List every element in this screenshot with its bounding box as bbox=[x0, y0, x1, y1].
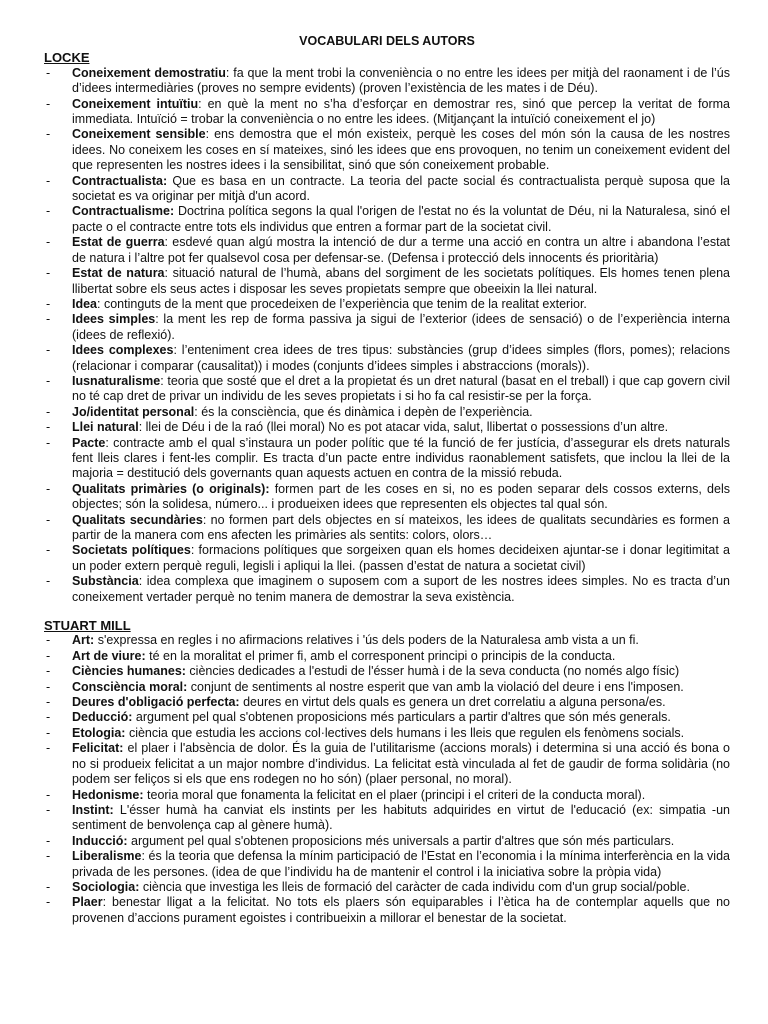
section-heading: STUART MILL bbox=[44, 618, 131, 634]
term-definition: : l’enteniment crea idees de tres tipus: substàncies (grup d’idees simples (flors, pomes); relacions (relacionar i comparar (causalitat)) i modes (conjunts d’idees simples i abstraccions (morals)). bbox=[72, 343, 730, 373]
section-heading: LOCKE bbox=[44, 50, 90, 66]
term-entry bbox=[44, 97, 730, 128]
term-definition: : contracte amb el qual s’instaura un poder polític que té la funció de fer justícia, d’assegurar els drets naturals fent lleis clares i fent-les complir. Es tracta d’un pacte entre individus raonablement satisfets, que inclou la llei de la majoria = destitució dels governants quan aquests actuen en contra de la missió rebuda. bbox=[72, 435, 730, 481]
term-entry bbox=[44, 664, 730, 679]
term-definition: : situació natural de l’humà, abans del sorgiment de les societats polítiques. Els homes tenen plena llibertat sobre els seus actes i disposar les seves propietats sempre que obeeixin la llei natural. bbox=[72, 266, 730, 296]
list-dash: - bbox=[46, 849, 51, 864]
term-definition: : teoria que sosté que el dret a la propietat és un dret natural (basat en el treball) i que cap govern civil no té cap dret de privar un individu de les seves propietats i si ho fa cal resistir-se per la força. bbox=[72, 373, 730, 404]
term-definition: el plaer i l'absència de dolor. És la guia de l’utilitarisme (accions morals) i determina si una acció és bona o no si produeix felicitat a un major nombre d’individus. La felicitat està vinculada al fet de gaudir de forma solidària (no podem ser feliços si els que ens rodegen no ho són) (plaer personal, no moral). bbox=[72, 741, 730, 787]
list-dash: - bbox=[46, 741, 51, 756]
term-entry bbox=[44, 436, 730, 482]
list-dash: - bbox=[46, 833, 51, 848]
term-name: Qualitats primàries (o originals): bbox=[72, 481, 270, 496]
term-list bbox=[44, 633, 730, 926]
term-definition: : fa que la ment trobi la conveniència o no entre les idees per mitjà del raonament i de l’ús d’idees intermediàries (proves no sempre evidents) (proven l’existència de les mates i de Déu). bbox=[72, 65, 730, 96]
list-dash: - bbox=[46, 664, 51, 679]
term-name: Contractualista: bbox=[72, 173, 168, 188]
term-entry bbox=[44, 710, 730, 725]
term-name: Qualitats secundàries bbox=[72, 512, 203, 527]
list-dash: - bbox=[46, 373, 51, 388]
term-entry bbox=[44, 849, 730, 880]
term-entry bbox=[44, 127, 730, 173]
term-definition: : esdevé quan algú mostra la intenció de dur a terme una acció en contra un altre i abandona l’estat de natura i l’altre pot fer qualsevol cosa per defensar-se. (Defensa i protecció dels innocents és prioritària) bbox=[72, 235, 730, 265]
term-entry bbox=[44, 235, 730, 266]
list-dash: - bbox=[46, 879, 51, 894]
term-definition: deures en virtut dels quals es genera un dret correlatiu a alguna persona/es. bbox=[239, 695, 666, 710]
term-name: Instint: bbox=[72, 802, 114, 817]
list-dash: - bbox=[46, 895, 51, 910]
term-name: Deducció: bbox=[72, 710, 133, 725]
term-name: Coneixement demostratiu bbox=[72, 65, 226, 80]
term-definition: argument pel qual s'obtenen proposicions més particulars a partir d'altres que són més generals. bbox=[132, 710, 671, 725]
term-entry bbox=[44, 66, 730, 97]
list-dash: - bbox=[46, 312, 51, 327]
sections-container bbox=[44, 50, 730, 926]
term-name: Hedonisme: bbox=[72, 787, 144, 802]
term-definition: ciències dedicades a l'estudi de l'ésser humà i de la seva conducta (no només algo físic) bbox=[185, 664, 680, 679]
list-dash: - bbox=[46, 343, 51, 358]
term-entry bbox=[44, 343, 730, 374]
term-list bbox=[44, 66, 730, 605]
term-name: Pacte bbox=[72, 435, 106, 450]
term-entry bbox=[44, 266, 730, 297]
term-entry bbox=[44, 543, 730, 574]
term-entry bbox=[44, 312, 730, 343]
term-name: Idees simples bbox=[72, 312, 156, 327]
list-dash: - bbox=[46, 633, 51, 648]
term-name: Etologia: bbox=[72, 725, 126, 740]
term-name: Idees complexes bbox=[72, 343, 174, 358]
list-dash: - bbox=[46, 96, 51, 111]
term-entry bbox=[44, 726, 730, 741]
term-definition: ciència que estudia les accions col·lectives dels humans i les lleis que regulen els fenòmens socials. bbox=[125, 725, 685, 740]
term-entry bbox=[44, 405, 730, 420]
list-dash: - bbox=[46, 695, 51, 710]
term-definition: formen part de les coses en si, no es poden separar dels cossos externs, dels objectes; són la solidesa, número... i produeixen idees que representen els objectes tal qual són. bbox=[72, 481, 730, 512]
list-dash: - bbox=[46, 65, 51, 80]
term-definition: : no formen part dels objectes en sí mateixos, les idees de qualitats secundàries es formen a partir de la manera com ens afecten les primàries als sentits: colors, olors… bbox=[72, 512, 730, 542]
term-entry bbox=[44, 482, 730, 513]
term-definition: Doctrina política segons la qual l'origen de l'estat no és la voluntat de Déu, ni la Naturalesa, sinó el pacte o el contracte entre tots els individus que entren a formar part de la societat civil. bbox=[72, 204, 730, 234]
term-definition: : continguts de la ment que procedeixen de l’experiència que tenim de la realitat exterior. bbox=[97, 296, 587, 311]
list-dash: - bbox=[46, 574, 51, 589]
term-definition: : és la teoria que defensa la mínim participació de l’Estat en l’economia i la mínima interferència en la vida privada de les persones. (idea de que l’individu ha de mantenir el control i la iniciativa sobre la pròpia vida) bbox=[72, 849, 730, 879]
term-entry bbox=[44, 880, 730, 895]
list-dash: - bbox=[46, 787, 51, 802]
list-dash: - bbox=[46, 204, 51, 219]
term-entry bbox=[44, 788, 730, 803]
term-entry bbox=[44, 204, 730, 235]
term-definition: té en la moralitat el primer fi, amb el corresponent principi o principis de la conducta. bbox=[145, 648, 616, 663]
list-dash: - bbox=[46, 543, 51, 558]
term-definition: Que es basa en un contracte. La teoria del pacte social és contractualista perquè suposa que la societat es va originar per mitjà d'un acord. bbox=[72, 173, 730, 204]
list-dash: - bbox=[46, 420, 51, 435]
term-definition: : en què la ment no s’ha d’esforçar en demostrar res, sinó que percep la veritat de forma immediata. Intuïció = trobar la conveniència o no entre les idees. (Mitjançant la intuïció coneixement el jo) bbox=[72, 96, 730, 127]
term-definition: : la ment les rep de forma passiva ja sigui de l’exterior (idees de sensació) o de l’experiència interna (idees de reflexió). bbox=[72, 312, 730, 342]
list-dash: - bbox=[46, 435, 51, 450]
term-definition: : és la consciència, que és dinàmica i depèn de l’experiència. bbox=[194, 404, 533, 419]
term-name: Liberalisme bbox=[72, 849, 142, 864]
term-name: Idea bbox=[72, 296, 98, 311]
term-name: Consciència moral: bbox=[72, 679, 188, 694]
term-entry bbox=[44, 574, 730, 605]
list-dash: - bbox=[46, 679, 51, 694]
term-entry bbox=[44, 649, 730, 664]
term-name: Art: bbox=[72, 633, 95, 648]
list-dash: - bbox=[46, 296, 51, 311]
term-entry bbox=[44, 680, 730, 695]
term-name: Llei natural bbox=[72, 420, 139, 435]
list-dash: - bbox=[46, 173, 51, 188]
list-dash: - bbox=[46, 725, 51, 740]
term-name: Societats polítiques bbox=[72, 543, 191, 558]
term-name: Contractualisme: bbox=[72, 204, 175, 219]
list-dash: - bbox=[46, 512, 51, 527]
term-entry bbox=[44, 803, 730, 834]
list-dash: - bbox=[46, 802, 51, 817]
term-entry bbox=[44, 420, 730, 435]
term-name: Iusnaturalisme bbox=[72, 373, 161, 388]
term-entry bbox=[44, 297, 730, 312]
term-name: Deures d'obligació perfecta: bbox=[72, 695, 240, 710]
term-name: Coneixement intuïtiu bbox=[72, 96, 199, 111]
term-name: Coneixement sensible bbox=[72, 127, 206, 142]
term-name: Jo/identitat personal bbox=[72, 404, 195, 419]
term-definition: : ens demostra que el món existeix, perquè les coses del món són la causa de les nostres idees. No coneixem les coses en sí mateixes, sinó les idees que ens provoquen, no tenim un coneixement evident del que representen les nostres idees i la sensibilitat, sinó que són coneixement probable. bbox=[72, 127, 730, 173]
term-name: Substància bbox=[72, 574, 139, 589]
term-entry bbox=[44, 513, 730, 544]
list-dash: - bbox=[46, 235, 51, 250]
term-entry bbox=[44, 741, 730, 787]
term-definition: conjunt de sentiments al nostre esperit que van amb la violació del deure i ens l'imposen. bbox=[187, 679, 684, 694]
list-dash: - bbox=[46, 710, 51, 725]
term-entry bbox=[44, 695, 730, 710]
term-name: Inducció: bbox=[72, 833, 128, 848]
term-entry bbox=[44, 633, 730, 648]
term-entry bbox=[44, 895, 730, 926]
term-definition: : benestar lligat a la felicitat. No tots els plaers són equiparables i l’ètica ha de contemplar aquells que no provenen d’accions purament egoistes i contribueixin a millorar el benestar de la societat. bbox=[72, 895, 730, 925]
term-definition: L'ésser humà ha canviat els instints per les habituts adquirides en virtut de l'educació (ex: simpatia -un sentiment de benvolença cap al gènere humà). bbox=[72, 802, 730, 833]
term-definition: teoria moral que fonamenta la felicitat en el plaer (principi i el criteri de la conducta moral). bbox=[143, 787, 646, 802]
term-name: Estat de guerra bbox=[72, 235, 165, 250]
list-dash: - bbox=[46, 266, 51, 281]
term-name: Estat de natura bbox=[72, 266, 165, 281]
term-name: Plaer bbox=[72, 895, 103, 910]
term-name: Ciències humanes: bbox=[72, 664, 186, 679]
term-entry bbox=[44, 174, 730, 205]
term-name: Felicitat: bbox=[72, 741, 124, 756]
term-definition: : llei de Déu i de la raó (llei moral) No es pot atacar vida, salut, llibertat o possessions d’un altre. bbox=[138, 420, 669, 435]
term-definition: : formacions polítiques que sorgeixen quan els homes decideixen ajuntar-se i donar legitimitat a un poder extern perquè reguli, legisli i apliqui la llei. (passen d’estat de natura a societat civil) bbox=[72, 543, 730, 573]
document-title: VOCABULARI DELS AUTORS bbox=[299, 34, 475, 48]
list-dash: - bbox=[46, 404, 51, 419]
term-entry bbox=[44, 374, 730, 405]
term-definition: s'expressa en regles i no afirmacions relatives i 'ús dels poders de la Naturalesa amb vista a un fi. bbox=[94, 633, 639, 648]
list-dash: - bbox=[46, 127, 51, 142]
term-definition: argument pel qual s'obtenen proposicions més universals a partir d'altres que són més particulars. bbox=[127, 833, 675, 848]
list-dash: - bbox=[46, 648, 51, 663]
term-name: Sociologia: bbox=[72, 879, 140, 894]
term-entry bbox=[44, 834, 730, 849]
term-name: Art de viure: bbox=[72, 648, 146, 663]
term-definition: ciència que investiga les lleis de formació del caràcter de cada individu com d'un grup social/poble. bbox=[139, 879, 690, 894]
term-definition: : idea complexa que imaginem o suposem com a suport de les nostres idees simples. No es tracta d’un coneixement vertader perquè no tenim manera de demostrar la seva existència. bbox=[72, 574, 730, 604]
list-dash: - bbox=[46, 481, 51, 496]
